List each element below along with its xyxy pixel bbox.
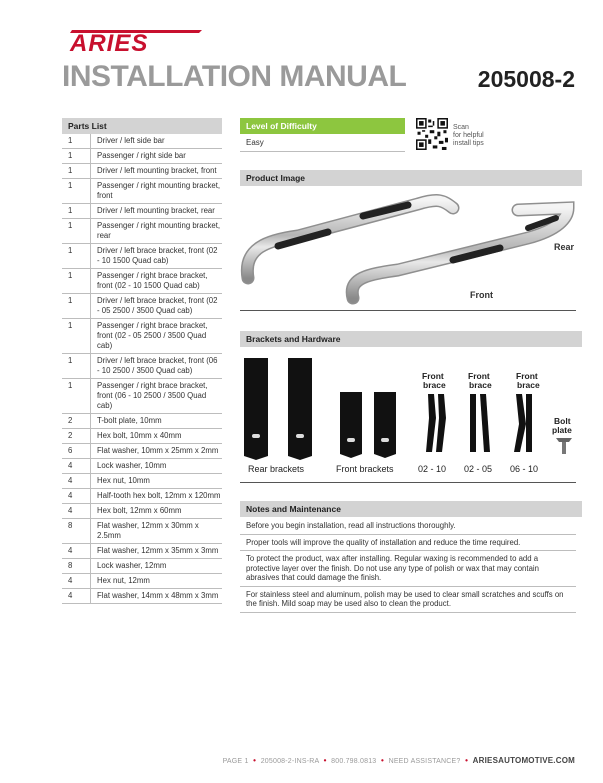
qr-code-icon[interactable] <box>416 118 448 150</box>
parts-row <box>62 204 222 219</box>
part-qty: 1 <box>62 269 91 294</box>
part-description: Hex bolt, 12mm x 60mm <box>91 504 223 519</box>
parts-row <box>62 544 222 559</box>
footer-doc: 205008-2-INS-RA <box>260 758 319 765</box>
part-description: Driver / left brace bracket, front (06 - 10 2500 / 3500 Quad cab) <box>91 354 223 379</box>
note-item: For stainless steel and aluminum, polish may be used to clear small scratches and scuffs on the finish. Mild soap may be used also to clean the product. <box>240 587 576 613</box>
part-qty: 1 <box>62 149 91 164</box>
part-description: Half-tooth hex bolt, 12mm x 120mm <box>91 489 223 504</box>
part-description: Driver / left brace bracket, front (02 - 05 2500 / 3500 Quad cab) <box>91 294 223 319</box>
parts-row <box>62 489 222 504</box>
brace2-title1: Front <box>468 371 490 381</box>
parts-row <box>62 459 222 474</box>
part-description: Flat washer, 10mm x 25mm x 2mm <box>91 444 223 459</box>
part-description: Passenger / right brace bracket, front (02 - 10 1500 Quad cab) <box>91 269 223 294</box>
parts-row <box>62 519 222 544</box>
svg-text:ARIES: ARIES <box>70 30 149 54</box>
parts-row <box>62 574 222 589</box>
parts-row <box>62 354 222 379</box>
parts-row <box>62 559 222 574</box>
parts-list <box>62 118 222 604</box>
parts-row <box>62 134 222 149</box>
qr-caption <box>453 124 484 148</box>
aries-logo <box>62 24 212 54</box>
parts-row <box>62 379 222 414</box>
product-image-heading: Product Image <box>240 170 582 186</box>
part-qty: 4 <box>62 544 91 559</box>
part-description: Driver / left side bar <box>91 134 223 149</box>
part-description: Driver / left mounting bracket, rear <box>91 204 223 219</box>
bolt-plate-title2: plate <box>552 425 572 435</box>
part-qty: 4 <box>62 489 91 504</box>
page-title: INSTALLATION MANUAL <box>62 60 407 93</box>
part-description: Passenger / right side bar <box>91 149 223 164</box>
brace3-title1: Front <box>516 371 538 381</box>
difficulty-value: Easy <box>240 134 405 152</box>
divider <box>240 482 576 483</box>
part-qty: 2 <box>62 429 91 444</box>
part-description: Flat washer, 14mm x 48mm x 3mm <box>91 589 223 604</box>
part-description: Flat washer, 12mm x 35mm x 3mm <box>91 544 223 559</box>
part-qty: 1 <box>62 319 91 354</box>
footer-phone: 800.798.0813 <box>331 758 377 765</box>
label-rear: Rear <box>554 242 575 252</box>
parts-row <box>62 179 222 204</box>
part-description: Hex nut, 12mm <box>91 574 223 589</box>
brackets-image <box>240 352 580 480</box>
parts-row <box>62 219 222 244</box>
rear-brackets-label: Rear brackets <box>248 464 305 474</box>
part-qty: 2 <box>62 414 91 429</box>
difficulty-heading: Level of Difficulty <box>240 118 405 134</box>
parts-row <box>62 589 222 604</box>
footer-page: PAGE 1 <box>222 758 249 765</box>
bolt-plate-title1: Bolt <box>554 416 571 426</box>
brace3-title2: brace <box>517 380 540 390</box>
qr-caption-line1: Scan <box>453 124 469 131</box>
parts-row <box>62 319 222 354</box>
parts-row <box>62 414 222 429</box>
parts-row <box>62 244 222 269</box>
part-description: Hex bolt, 10mm x 40mm <box>91 429 223 444</box>
front-brackets-label: Front brackets <box>336 464 394 474</box>
part-qty: 1 <box>62 244 91 269</box>
parts-row <box>62 269 222 294</box>
brackets-heading: Brackets and Hardware <box>240 331 582 347</box>
part-description: Hex nut, 10mm <box>91 474 223 489</box>
brace1-year: 02 - 10 <box>418 464 447 474</box>
part-qty: 4 <box>62 459 91 474</box>
brace2-year: 02 - 05 <box>464 464 493 474</box>
parts-row <box>62 504 222 519</box>
parts-list-heading: Parts List <box>62 118 222 134</box>
parts-row <box>62 444 222 459</box>
part-qty: 1 <box>62 179 91 204</box>
part-qty: 4 <box>62 474 91 489</box>
part-number: 205008-2 <box>477 66 575 92</box>
qr-caption-line2: for helpful <box>453 132 484 139</box>
part-qty: 1 <box>62 294 91 319</box>
part-qty: 6 <box>62 444 91 459</box>
notes-heading: Notes and Maintenance <box>240 501 582 517</box>
part-description: Lock washer, 12mm <box>91 559 223 574</box>
parts-table <box>62 134 222 604</box>
parts-row <box>62 474 222 489</box>
note-item: Before you begin installation, read all instructions thoroughly. <box>240 518 576 535</box>
brace2-title2: brace <box>469 380 492 390</box>
qr-caption-line3: install tips <box>453 140 484 147</box>
notes-list <box>240 518 576 613</box>
part-description: Passenger / right mounting bracket, rear <box>91 219 223 244</box>
difficulty-box <box>240 118 405 152</box>
parts-row <box>62 429 222 444</box>
part-qty: 1 <box>62 379 91 414</box>
part-description: Flat washer, 12mm x 30mm x 2.5mm <box>91 519 223 544</box>
part-description: T-bolt plate, 10mm <box>91 414 223 429</box>
note-item: To protect the product, wax after installing. Regular waxing is recommended to add a protective layer over the finish. Do not use any type of polish or wax that may contain abrasives that could damage the finish. <box>240 551 576 587</box>
parts-row <box>62 164 222 179</box>
label-front: Front <box>470 290 493 300</box>
brace3-year: 06 - 10 <box>510 464 539 474</box>
brace1-title1: Front <box>422 371 444 381</box>
part-qty: 1 <box>62 164 91 179</box>
part-description: Driver / left brace bracket, front (02 - 10 1500 Quad cab) <box>91 244 223 269</box>
part-qty: 8 <box>62 559 91 574</box>
part-qty: 4 <box>62 574 91 589</box>
part-qty: 1 <box>62 134 91 149</box>
footer-assist: NEED ASSISTANCE? <box>388 758 461 765</box>
part-description: Lock washer, 10mm <box>91 459 223 474</box>
parts-row <box>62 294 222 319</box>
part-qty: 4 <box>62 504 91 519</box>
part-qty: 1 <box>62 354 91 379</box>
part-description: Passenger / right brace bracket, front (06 - 10 2500 / 3500 Quad cab) <box>91 379 223 414</box>
part-qty: 1 <box>62 204 91 219</box>
part-description: Driver / left mounting bracket, front <box>91 164 223 179</box>
part-qty: 1 <box>62 219 91 244</box>
footer: PAGE 1 • 205008-2-INS-RA • 800.798.0813 • NEED ASSISTANCE? • ARIESAUTOMOTIVE.COM <box>222 756 575 765</box>
side-bars-image <box>238 188 578 310</box>
divider <box>240 310 576 311</box>
part-description: Passenger / right mounting bracket, front <box>91 179 223 204</box>
note-item: Proper tools will improve the quality of installation and reduce the time required. <box>240 535 576 552</box>
footer-site-link[interactable]: ARIESAUTOMOTIVE.COM <box>472 756 575 765</box>
brace1-title2: brace <box>423 380 446 390</box>
part-description: Passenger / right brace bracket, front (02 - 05 2500 / 3500 Quad cab) <box>91 319 223 354</box>
part-qty: 8 <box>62 519 91 544</box>
parts-row <box>62 149 222 164</box>
part-qty: 4 <box>62 589 91 604</box>
